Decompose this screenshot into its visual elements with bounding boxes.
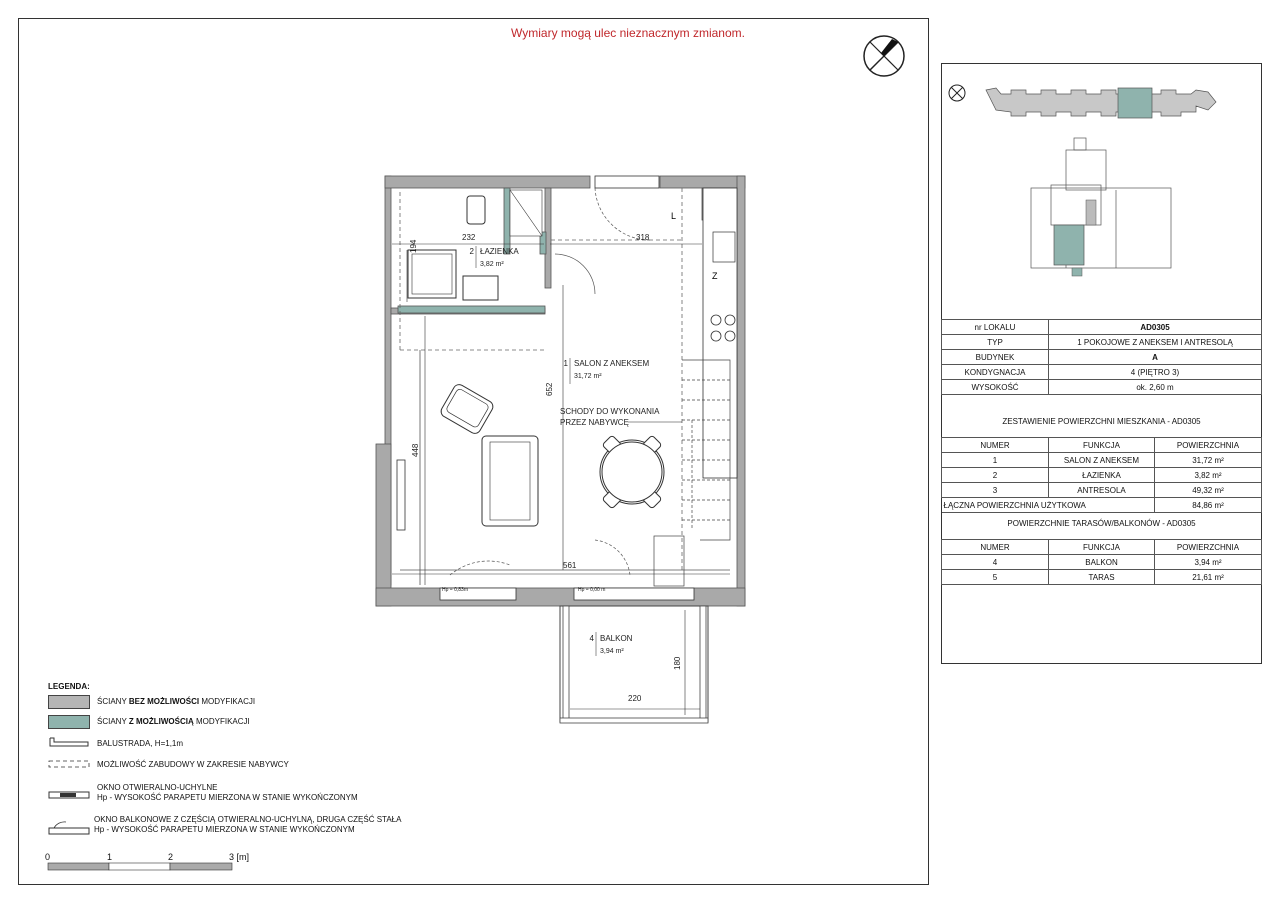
table-cell: POWIERZCHNIA (1155, 438, 1262, 453)
room1-area: 31,72 m² (574, 373, 602, 380)
legend-balcony-window-icon (48, 820, 90, 836)
building-key-plan (946, 80, 1256, 305)
dining-table (600, 435, 664, 509)
legend-balcony-window: OKNO BALKONOWE Z CZĘŚCIĄ OTWIERALNO-UCHYLNĄ, DRUGA CZĘŚĆ STAŁA Hp - WYSOKOŚĆ PARAPETU MIERZONA W STANIE WYKOŃCZONYM (94, 815, 402, 834)
table-cell: 3,82 m² (1155, 468, 1262, 483)
scale-label-3: 3 [m] (229, 852, 250, 862)
table-cell: 4 (942, 555, 1049, 570)
table-cell: TYP (942, 335, 1049, 350)
small-north-arrow-icon (949, 85, 965, 101)
room2-number: 2 (469, 247, 474, 256)
table-cell: FUNKCJA (1049, 438, 1155, 453)
table-cell: WYSOKOŚĆ (942, 380, 1049, 395)
stairs-note-1: SCHODY DO WYKONANIA (560, 407, 660, 416)
table-cell: KONDYGNACJA (942, 365, 1049, 380)
room1-number: 1 (563, 359, 568, 368)
table-cell: nr LOKALU (942, 320, 1049, 335)
table-row (942, 483, 1262, 498)
dim-652: 652 (545, 382, 554, 396)
table-row (942, 498, 1262, 513)
table-row (942, 540, 1262, 555)
table-cell: 31,72 m² (1155, 453, 1262, 468)
armchair (439, 382, 495, 435)
legend-buyer-scope: MOŻLIWOŚĆ ZABUDOWY W ZAKRESIE NABYWCY (97, 760, 289, 769)
sofa (482, 436, 538, 526)
table-cell: ŁĄCZNA POWIERZCHNIA UŻYTKOWA (942, 498, 1155, 513)
dim-448: 448 (411, 443, 420, 457)
room4-name: BALKON (600, 634, 633, 643)
north-arrow-icon (861, 33, 907, 79)
table-cell: FUNKCJA (1049, 540, 1155, 555)
oven-label: Z (712, 271, 718, 281)
dim-180: 180 (673, 656, 682, 670)
window-top (595, 176, 659, 188)
table-cell: 3,94 m² (1155, 555, 1262, 570)
scale-bar (47, 862, 237, 872)
table-cell: 3 (942, 483, 1049, 498)
room4-number: 4 (589, 634, 594, 643)
table-cell: 21,61 m² (1155, 570, 1262, 585)
table-cell: 2 (942, 468, 1049, 483)
legend-swatch-modifiable-wall (48, 715, 90, 729)
table-cell: ANTRESOLA (1049, 483, 1155, 498)
table-cell: BALKON (1049, 555, 1155, 570)
legend-swatch-fixed-wall (48, 695, 90, 709)
table-cell: POWIERZCHNIA (1155, 540, 1262, 555)
legend-window-icon (48, 788, 90, 802)
room4-area: 3,94 m² (600, 648, 624, 655)
dimensions-notice: Wymiary mogą ulec nieznacznym zmianom. (511, 26, 745, 40)
table-cell: A (1049, 350, 1262, 365)
dim-232: 232 (462, 233, 476, 242)
legend-dashed-line-icon (48, 758, 90, 770)
legend-title: LEGENDA: (48, 682, 90, 691)
stairs-note-2: PRZEZ NABYWCĘ (560, 418, 629, 427)
table-row (942, 380, 1262, 395)
legend-balustrade-icon (48, 736, 90, 750)
table-cell: SALON Z ANEKSEM (1049, 453, 1155, 468)
unit-info-table (941, 319, 1262, 395)
sill-height-1: Hp = 0,83m (442, 587, 468, 593)
table-row (942, 468, 1262, 483)
washbasin (463, 276, 498, 300)
table-cell: ok. 2,60 m (1049, 380, 1262, 395)
legend-window: OKNO OTWIERALNO-UCHYLNE Hp - WYSOKOŚĆ PARAPETU MIERZONA W STANIE WYKOŃCZONYM (97, 783, 358, 802)
kitchen-sink (713, 232, 735, 262)
legend-modifiable-wall: ŚCIANY Z MOŻLIWOŚCIĄ MODYFIKACJI (97, 717, 250, 726)
table-cell: 49,32 m² (1155, 483, 1262, 498)
table-row (942, 335, 1262, 350)
table-row (942, 555, 1262, 570)
table-cell: 4 (PIĘTRO 3) (1049, 365, 1262, 380)
terraces-title: POWIERZCHNIE TARASÓW/BALKONÓW - AD0305 (1007, 519, 1196, 528)
window-side (397, 460, 405, 530)
terraces-table (941, 539, 1262, 585)
areas-title: ZESTAWIENIE POWIERZCHNI MIESZKANIA - AD0305 (1002, 417, 1201, 426)
table-row (942, 438, 1262, 453)
table-row (942, 453, 1262, 468)
table-cell: 5 (942, 570, 1049, 585)
table-row (942, 570, 1262, 585)
table-row (942, 350, 1262, 365)
table-cell: NUMER (942, 438, 1049, 453)
table-cell: BUDYNEK (942, 350, 1049, 365)
dim-194: 194 (409, 239, 418, 253)
scale-label-2: 2 (168, 852, 174, 862)
dim-561: 561 (563, 561, 577, 570)
dim-318: 318 (636, 233, 650, 242)
table-row (942, 320, 1262, 335)
legend-balustrade: BALUSTRADA, H=1,1m (97, 739, 184, 748)
table-cell: 1 (942, 453, 1049, 468)
structural-walls (376, 176, 745, 606)
scale-label-0: 0 (45, 852, 51, 862)
table-cell: TARAS (1049, 570, 1155, 585)
fridge-label: L (671, 211, 677, 221)
floor-plan (370, 170, 770, 730)
room1-name: SALON Z ANEKSEM (574, 359, 650, 368)
table-cell: 1 POKOJOWE Z ANEKSEM I ANTRESOLĄ (1049, 335, 1262, 350)
table-cell: AD0305 (1049, 320, 1262, 335)
areas-table (941, 437, 1262, 513)
toilet (467, 196, 485, 224)
sill-height-2: Hp = 0,00 m (578, 587, 606, 593)
table-row (942, 365, 1262, 380)
room2-name: ŁAZIENKA (480, 247, 519, 256)
dim-220: 220 (628, 694, 642, 703)
table-cell: 84,86 m² (1155, 498, 1262, 513)
table-cell: ŁAZIENKA (1049, 468, 1155, 483)
legend-fixed-wall: ŚCIANY BEZ MOŻLIWOŚCI MODYFIKACJI (97, 697, 256, 706)
room2-area: 3,82 m² (480, 261, 504, 268)
table-cell: NUMER (942, 540, 1049, 555)
scale-label-1: 1 (107, 852, 113, 862)
shower-tray (408, 250, 456, 298)
